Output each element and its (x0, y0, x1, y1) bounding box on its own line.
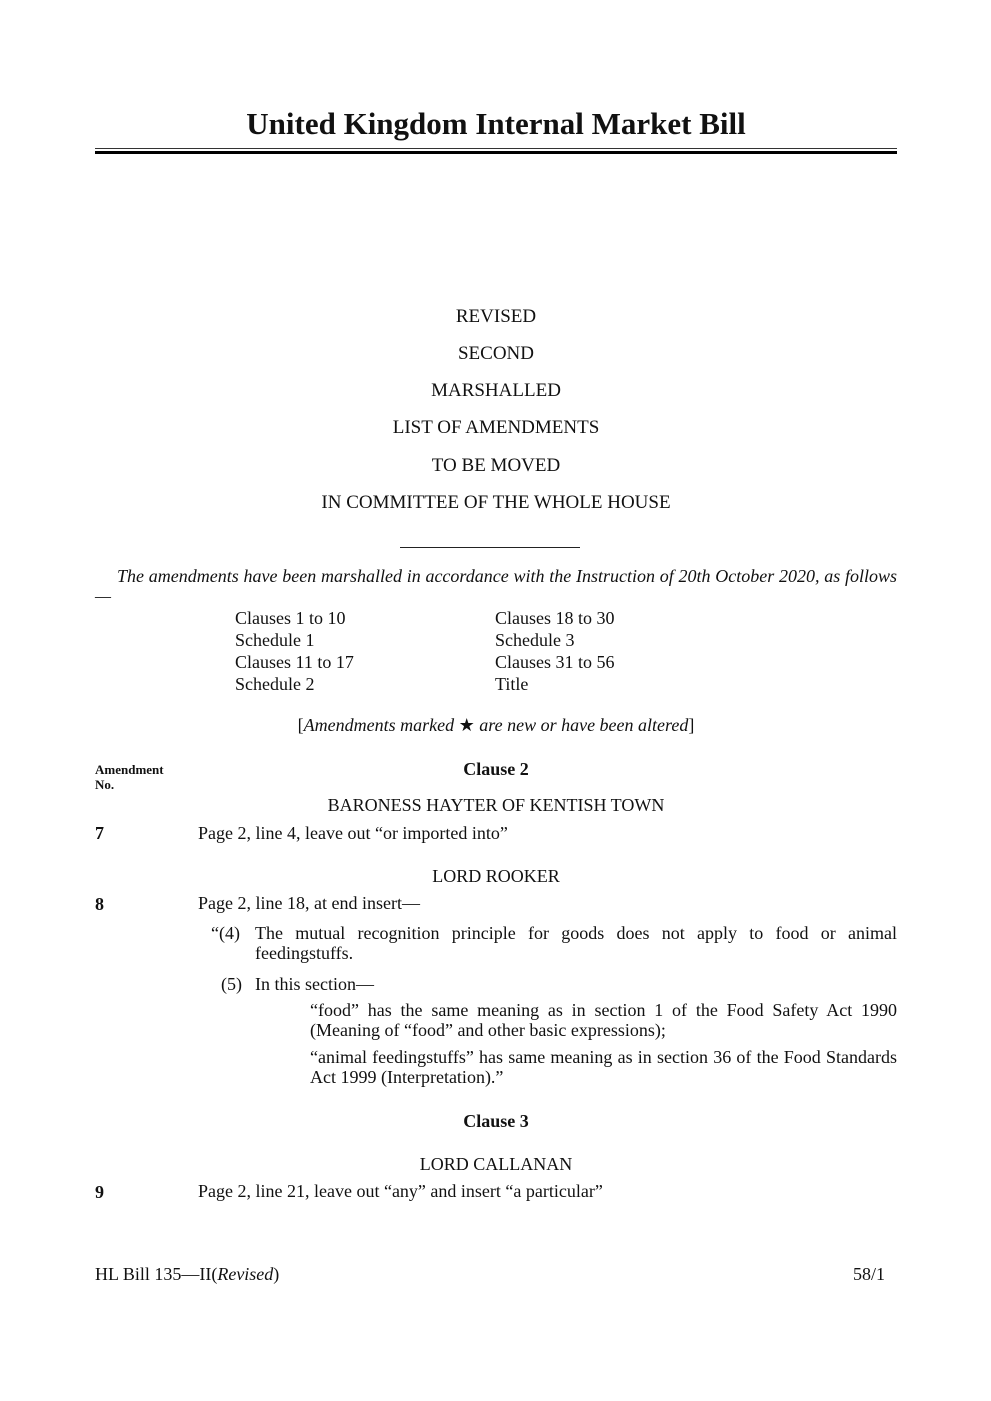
order-item: Clauses 18 to 30 (495, 608, 615, 628)
subsection-text: The mutual recognition principle for goods does not apply to food or animal feedingstuffs. (255, 923, 897, 963)
sponsor: LORD ROOKER (432, 866, 560, 886)
order-item: Clauses 11 to 17 (235, 652, 354, 672)
separator-rule (400, 547, 580, 548)
bill-ref-text: HL Bill 135—II( (95, 1264, 218, 1284)
page-number: 58/1 (852, 1264, 885, 1284)
subsection-label: “(4) (211, 923, 240, 943)
bill-ref-text: ) (273, 1264, 280, 1284)
bracket: [ (297, 715, 304, 735)
sponsor: LORD CALLANAN (419, 1154, 573, 1174)
sponsor: BARONESS HAYTER OF KENTISH TOWN (327, 795, 665, 815)
order-item: Schedule 2 (235, 674, 315, 694)
bill-title: United Kingdom Internal Market Bill (246, 106, 746, 141)
title-rule-thick (95, 151, 897, 154)
title-rule-thin (95, 148, 897, 149)
marshalling-intro: The amendments have been marshalled in accordance with the Instruction of 20th October 2020, as follows— (95, 566, 897, 606)
order-item: Clauses 1 to 10 (235, 608, 346, 628)
heading-line: IN COMMITTEE OF THE WHOLE HOUSE (321, 492, 671, 513)
heading-line: MARSHALLED (431, 380, 561, 401)
order-item: Title (495, 674, 529, 694)
bracket: ] (688, 715, 695, 735)
amendment-number: 7 (95, 823, 104, 843)
amendment-text: Page 2, line 4, leave out “or imported into” (198, 823, 508, 843)
heading-line: REVISED (455, 306, 537, 327)
heading-line: TO BE MOVED (431, 455, 561, 476)
subsection-label: (5) (221, 974, 242, 994)
note-text: are new or have been altered (474, 715, 689, 735)
new-amendments-note (95, 715, 897, 736)
definition: “animal feedingstuffs” has same meaning as in section 36 of the Food Standards Act 1999 (Interpretation).” (310, 1047, 897, 1087)
heading-line: LIST OF AMENDMENTS (392, 417, 600, 438)
definition: “food” has the same meaning as in section 1 of the Food Safety Act 1990 (Meaning of “food” and other basic expressions); (310, 1000, 897, 1040)
label-line: Amendment (95, 762, 164, 777)
star-icon: ★ (458, 715, 475, 735)
subsection-text: In this section— (255, 974, 374, 994)
order-item: Schedule 1 (235, 630, 315, 650)
clause-heading: Clause 2 (463, 759, 529, 779)
label-line: No. (95, 777, 115, 792)
order-item: Clauses 31 to 56 (495, 652, 615, 672)
bill-reference (95, 1264, 279, 1285)
order-column-right (495, 607, 615, 695)
heading-line: SECOND (457, 343, 534, 364)
amendment-text: Page 2, line 21, leave out “any” and insert “a particular” (198, 1181, 603, 1201)
amendment-number: 8 (95, 894, 104, 914)
bill-ref-italic: Revised (217, 1264, 274, 1284)
order-column-left (235, 607, 354, 695)
note-text: Amendments marked (303, 715, 459, 735)
clause-heading: Clause 3 (463, 1111, 529, 1131)
amendment-number: 9 (95, 1182, 104, 1202)
order-item: Schedule 3 (495, 630, 575, 650)
amendment-text: Page 2, line 18, at end insert— (198, 893, 420, 913)
